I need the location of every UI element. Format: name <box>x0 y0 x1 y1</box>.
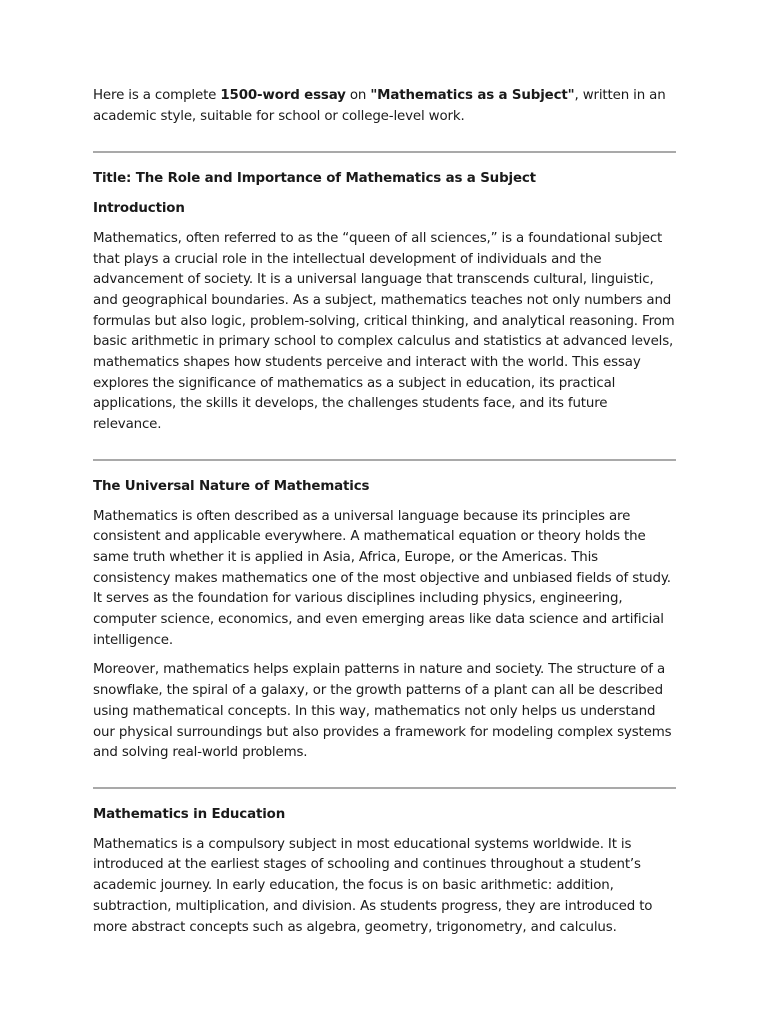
divider <box>93 151 676 153</box>
universal-nature-paragraph-1: Mathematics is often described as a universal language because its principles are consistent and applicable everywhere. A mathematical equation or theory holds the same truth whether it is applied in Asia, Africa, Europe, or the Americas. This consistency makes mathematics one of the most objective and unbiased fields of study. It serves as the foundation for various disciplines including physics, engineering, computer science, economics, and even emerging areas like data science and artificial intelligence. <box>93 508 671 648</box>
introduction-paragraph: Mathematics, often referred to as the “queen of all sciences,” is a foundational subject that plays a crucial role in the intellectual development of individuals and the advancement of society. It is a universal language that transcends cultural, linguistic, and geographical boundaries. As a subject, mathematics teaches not only numbers and formulas but also logic, problem-solving, critical thinking, and analytical reasoning. From basic arithmetic in primary school to complex calculus and statistics at advanced levels, mathematics shapes how students perceive and interact with the world. This essay explores the significance of mathematics as a subject in education, its practical applications, the skills it develops, the challenges students face, and its future relevance. <box>93 230 675 433</box>
document-page <box>93 86 676 938</box>
divider <box>93 459 676 461</box>
essay-title: Title: The Role and Importance of Mathematics as a Subject <box>93 171 536 187</box>
divider <box>93 787 676 789</box>
education-paragraph: Mathematics is a compulsory subject in most educational systems worldwide. It is introduced at the earliest stages of schooling and continues throughout a student’s academic journey. In early education, the focus is on basic arithmetic: addition, subtraction, multiplication, and division. As students progress, they are introduced to more abstract concepts such as algebra, geometry, trigonometry, and calculus. <box>93 836 653 935</box>
intro-prefix: Here is a complete <box>93 88 221 103</box>
section-heading-universal-nature: The Universal Nature of Mathematics <box>93 478 370 494</box>
intro-word-count: 1500-word essay <box>220 88 346 103</box>
intro-paragraph <box>93 86 676 127</box>
universal-nature-paragraph-2: Moreover, mathematics helps explain patterns in nature and society. The structure of a snowflake, the spiral of a galaxy, or the growth patterns of a plant can all be described using mathematical concepts. In this way, mathematics not only helps us understand our physical surroundings but also provides a framework for modeling complex systems and solving real-world problems. <box>93 662 672 761</box>
section-heading-education: Mathematics in Education <box>93 806 286 822</box>
intro-middle: on <box>345 88 371 103</box>
intro-subject: "Mathematics as a Subject" <box>370 88 575 103</box>
section-heading-introduction: Introduction <box>93 201 185 217</box>
intro-suffix: , written in an academic style, suitable for school or college-level work. <box>93 88 666 124</box>
